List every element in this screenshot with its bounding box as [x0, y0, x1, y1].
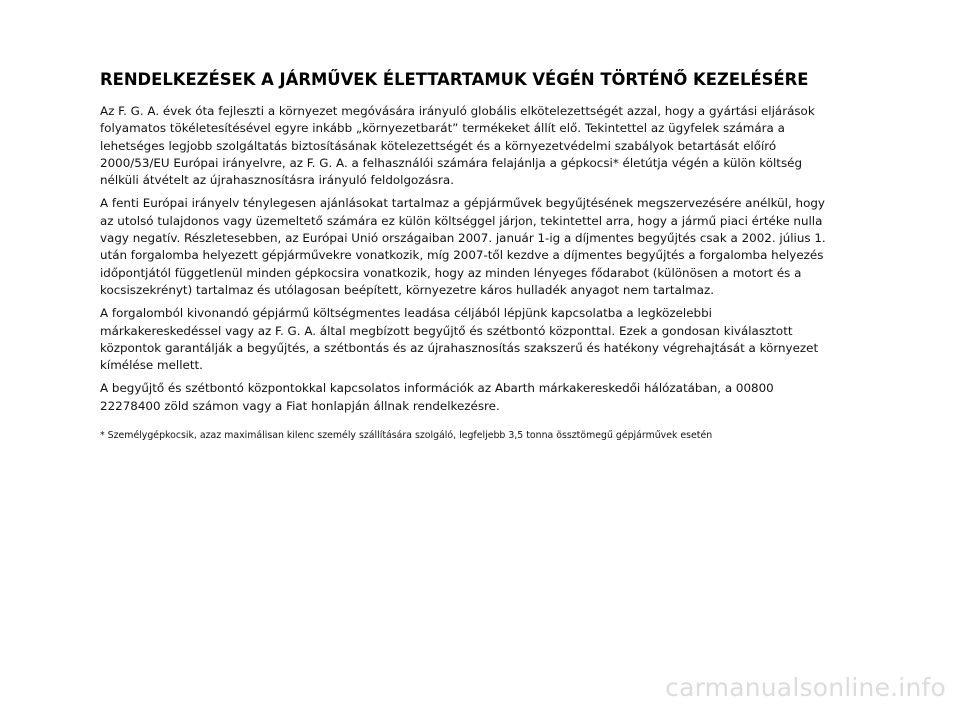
footnote: * Személygépkocsik, azaz maximálisan kilenc személy szállítására szolgáló, legfeljebb 3,5 tonna össztömegű gépjárművek esetén [100, 430, 713, 442]
paragraph-information: A begyűjtő és szétbontó központokkal kapcsolatos információk az Abarth márkakereskedői hálózatában, a 00800 22278400 zöld számon vagy a Fiat honlapján állnak rendelkezésre. [100, 381, 774, 413]
paragraph-intro: Az F. G. A. évek óta fejleszti a környezet megóvására irányuló globális elkötelezettségét azzal, hogy a gyártási eljárások folyamatos tökéletesítésével egyre inkább „környezetbarát” termékeket állít elő. Tekintettel az ügyfelek számára a lehetséges legjobb szolgáltatás biztosításának kötelezettségét és a környezetvédelmi szabályok betartását előíró 2000/53/EU Európai irányelvre, az F. G. A. a felhasználói számára felajánlja a gépkocsi* életútja végén a külön költség nélküli átvételt az újrahasznosításra irányuló feldolgozásra. [100, 104, 815, 188]
document-body [100, 68, 832, 442]
paragraph-directive: A fenti Európai irányelv ténylegesen ajánlásokat tartalmaz a gépjárművek begyűjtésének megszervezésére anélkül, hogy az utolsó tulajdonos vagy üzemeltető számára ez külön költséggel járjon, tekintettel arra, hogy a jármű piaci értéke nulla vagy negatív. Részletesebben, az Európai Unió országaiban 2007. január 1-ig a díjmentes begyűjtés csak a 2002. július 1. után forgalomba helyezett gépjárművekre vonatkozik, míg 2007-től kezdve a díjmentes begyűjtés a forgalomba helyezés időpontjától függetlenül minden gépkocsira vonatkozik, hogy az minden lényeges fődarabot (különösen a motort és a kocsiszekrényt) tartalmaz és utólagosan beépített, környezetre káros hulladék anyagot nem tartalmaz. [100, 196, 826, 297]
page-title: RENDELKEZÉSEK A JÁRMŰVEK ÉLETTARTAMUK VÉGÉN TÖRTÉNŐ KEZELÉSÉRE [100, 70, 809, 89]
watermark-text: carmanualsonline.info [665, 673, 946, 702]
paragraph-dealer-contact: A forgalomból kivonandó gépjármű költségmentes leadása céljából lépjünk kapcsolatba a legközelebbi márkakereskedéssel vagy az F. G. A. által megbízott begyűjtő és szétbontó központtal. Ezek a gondosan kiválasztott központok garantálják a begyűjtés, a szétbontás és az újrahasznosítás szakszerű és hatékony végrehajtását a környezet kímélése mellett. [100, 306, 819, 373]
